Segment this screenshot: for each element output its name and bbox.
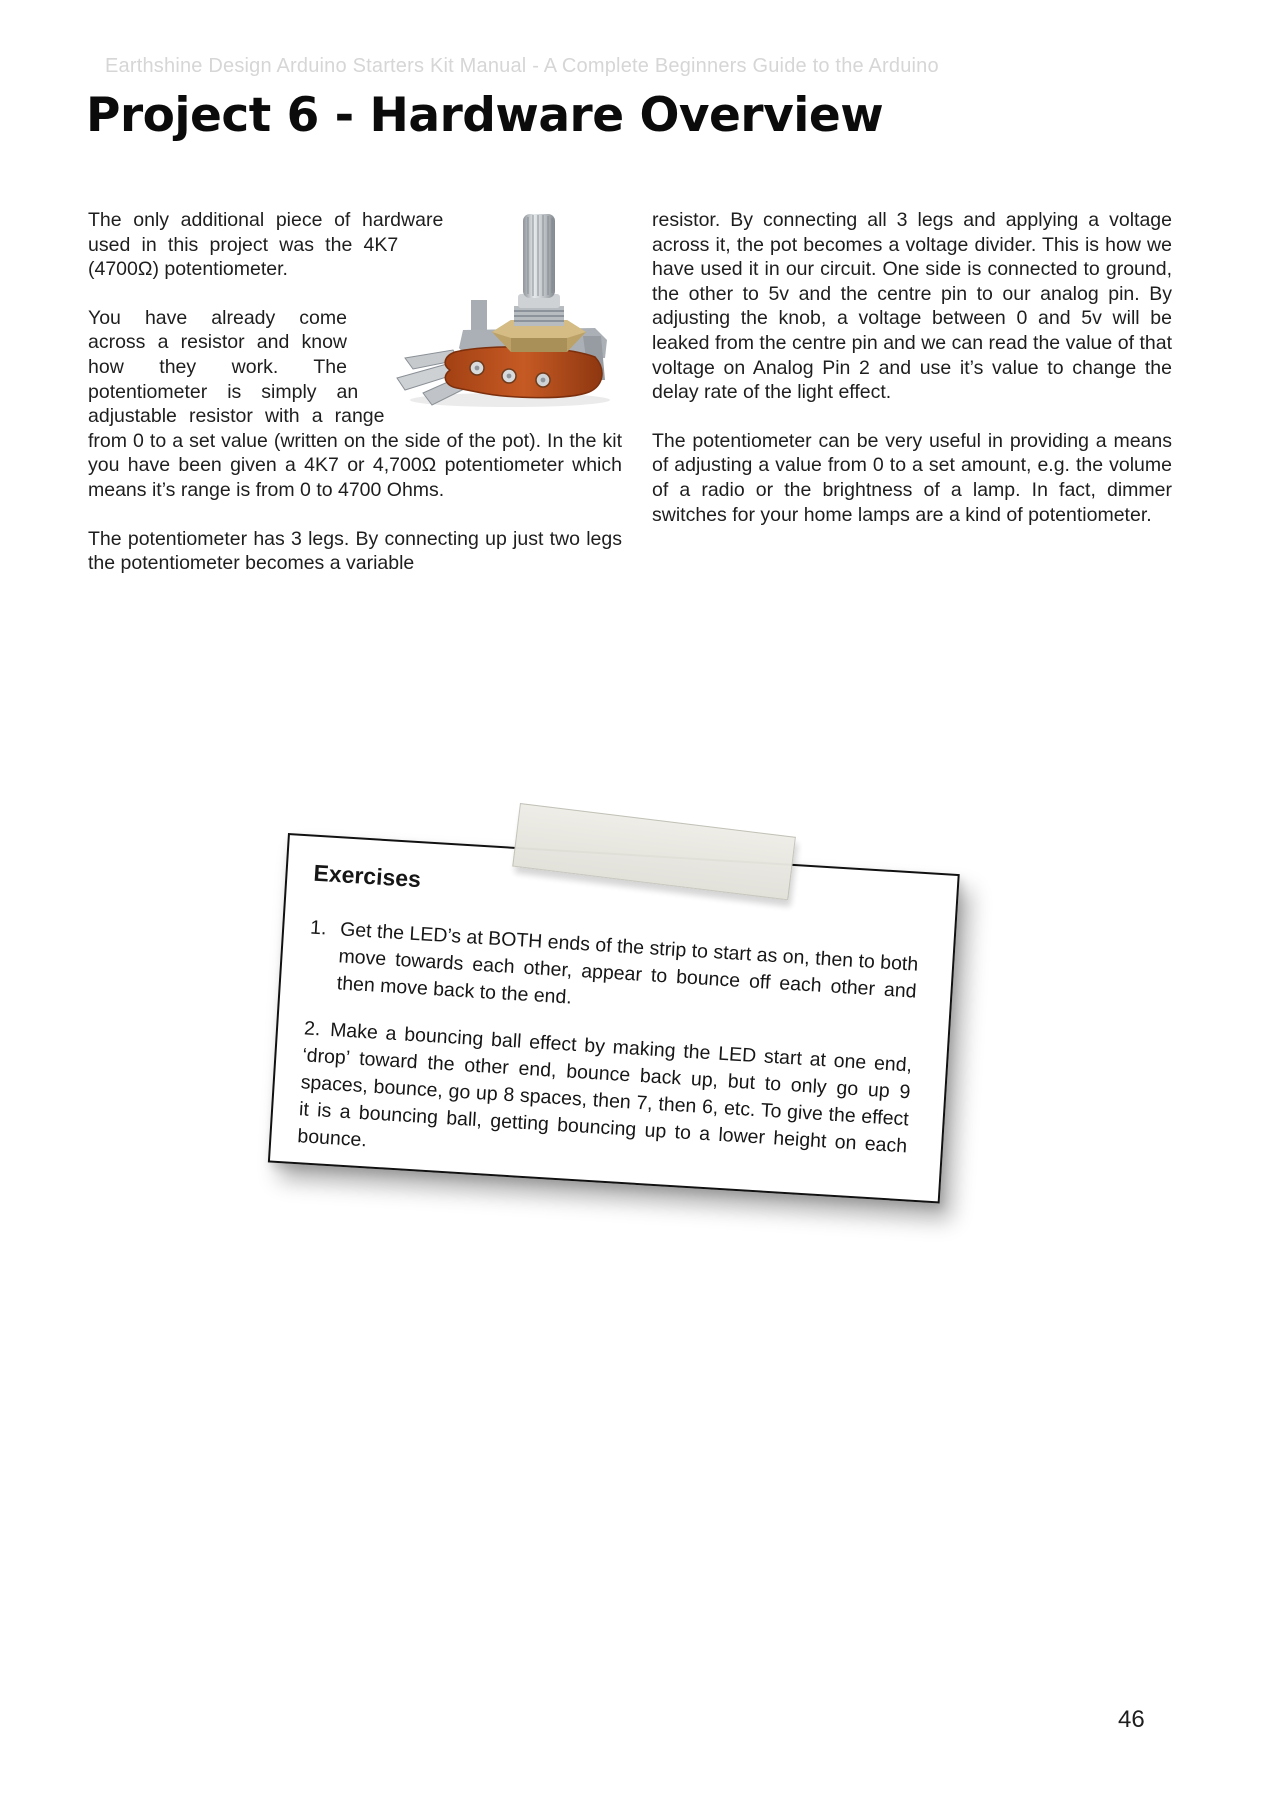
exercise-item-1 [306, 915, 919, 1033]
exercise-item-2 [297, 1015, 913, 1187]
right-paragraph-1: resistor. By connecting all 3 legs and applying a voltage across it, the pot becomes a voltage divider. This is how we have used it in our circuit. One side is connected to ground, the other to 5v and the centre pin to our analog pin. By adjusting the knob, a voltage between 0 and 5v will be leaked from the centre pin and we can read the value of that voltage on Analog Pin 2 and use it’s value to change the delay rate of the light effect. [652, 209, 1172, 404]
running-header: Earthshine Design Arduino Starters Kit Manual - A Complete Beginners Guide to the Arduino [105, 55, 939, 77]
left-column [88, 208, 622, 576]
left-paragraph-2: You have already come across a resistor and know how they work. The potentiometer is simply an adjustable resistor with a range from 0 to a set value (written on the side of the pot). In the kit you have been given a 4K7 or 4,700Ω potentiometer which means it’s range is from 0 to 4700 Ohms. [88, 306, 622, 501]
exercises-heading: Exercises [312, 859, 422, 893]
right-paragraph-2: The potentiometer can be very useful in providing a means of adjusting a value from 0 to a set amount, e.g. the volume of a radio or the brightness of a lamp. In fact, dimmer switches for your home lamps are a kind of potentiometer. [652, 429, 1172, 526]
exercise-1-text: Get the LED’s at BOTH ends of the strip to start as on, then to both move towards each other, appear to bounce off each other and then move back to the end. [336, 918, 919, 1009]
exercises-card [268, 833, 960, 1203]
page-number: 46 [1118, 1706, 1145, 1733]
exercise-1-number: 1. [309, 916, 328, 940]
left-paragraph-3: The potentiometer has 3 legs. By connecting up just two legs the potentiometer becomes a variable [88, 527, 622, 575]
body-columns [88, 208, 1172, 576]
right-column [652, 208, 1172, 576]
left-paragraph-1-wrap [88, 208, 622, 282]
left-paragraph-1: The only additional piece of hardware used in this project was the 4K7 (4700Ω) potentiometer. [88, 209, 444, 281]
page-title: Project 6 - Hardware Overview [86, 88, 884, 143]
exercise-2-text: Make a bouncing ball effect by making the LED start at one end, ‘drop’ toward the other end, bounce back up, but to only go up 9 spaces, bounce, go up 8 spaces, then 7, then 6, etc. To give the effect it is a bouncing ball, getting bouncing up to a lower height on each bounce. [296, 1018, 913, 1158]
exercise-2-number: 2. [303, 1017, 322, 1041]
